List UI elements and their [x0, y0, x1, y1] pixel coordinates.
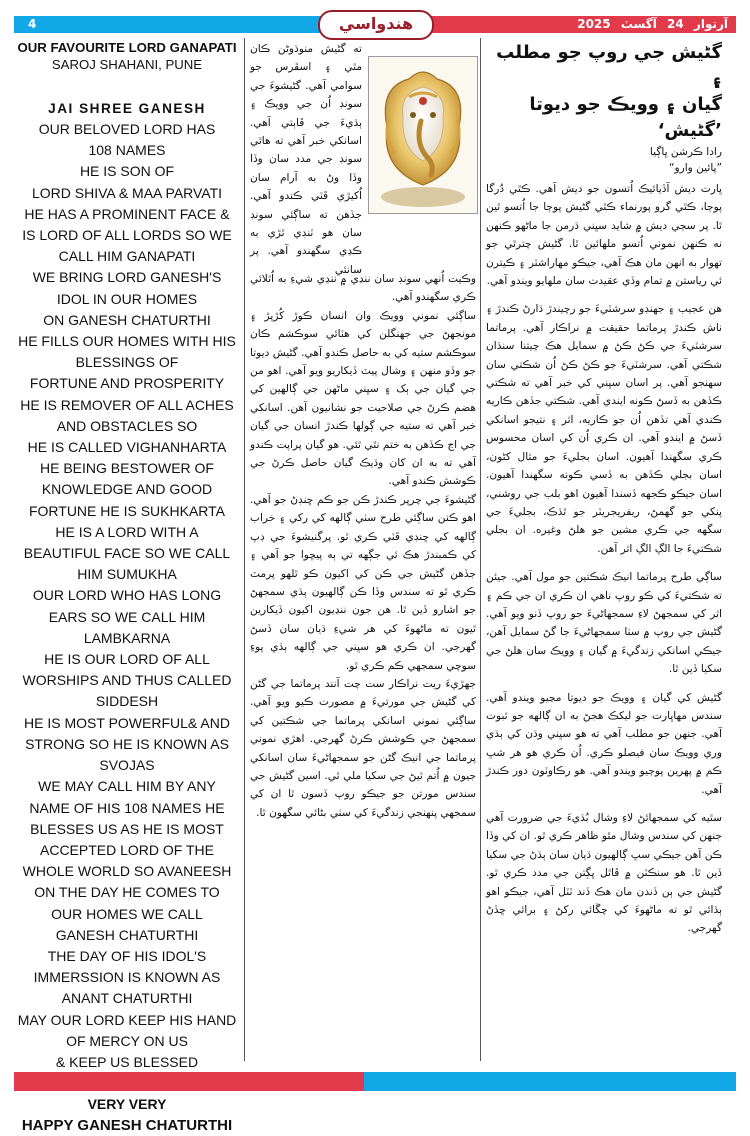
english-line: HE FILLS OUR HOMES WITH HIS [18, 333, 236, 350]
issue-day: آرتوار [693, 17, 728, 31]
english-line: & KEEP US BLESSED [55, 1053, 199, 1070]
english-line: LORD SHIVA & MAA PARVATI [31, 184, 223, 201]
english-line: WE MAY CALL HIM BY ANY [38, 778, 216, 795]
english-line: CALL HIM GANAPATI [58, 248, 196, 265]
english-line: AND OBSTACLES SO [56, 417, 198, 434]
english-article-heading: JAI SHREE GANESH [48, 101, 206, 116]
english-line: OUR BELOVED LORD HAS [38, 121, 216, 137]
ganesh-idol-icon [369, 57, 477, 213]
sindhi-middle-body [250, 270, 476, 822]
column-divider-1 [244, 38, 245, 1061]
sindhi-headline-line-1: گڻيش جي روپ جو مطلب ۽ [496, 42, 722, 89]
english-line: MAY OUR LORD KEEP HIS HAND [17, 1011, 237, 1028]
english-line: OUR HOMES WE CALL [51, 905, 203, 922]
english-line: THE DAY OF HIS IDOL'S [47, 947, 207, 964]
issue-date-day: 24 [667, 17, 684, 31]
english-line: STRONG SO HE IS KNOWN AS [25, 735, 229, 752]
english-line: HE IS MOST POWERFUL& AND [24, 714, 230, 731]
english-line: HE IS OUR LORD OF ALL [44, 651, 210, 668]
sindhi-paragraph: گڻيشوءَ جي چرپر ڪندڙ ڪن جو ڪم ڇنڊڻ جو آهي. اهو ڪنن ساڳئي طرح سٺي ڳالهه کي رکي ۽ خراب ڳالهه کي ڇنڊي ڦٽي ڪري ٿو. پرگنيشوءَ جي ڊپ کي ڪمبندڙ هڪ ئي جڳهه تي ٻه پيڇوا جو آهي ۽ جڏهن گڻيش جي ڪن کي اکيون ڪو ٿلهو پرمٽ ڪري ٿو ته سندس وڏا ڪن ڳالهيون ٻڌي سمجهڻ جو اشارو ڏين ٿا. هن جون ننڍيون اکيون ڏيکارين ٿيون ته ماڻهوءَ کي هر شيءِ ڌيان سان ڏسڻ گهرجي. ان ڪري هو سڀني جي ڳالهه ٻڌي پوءِ سوچي سمجهي ڪم ڪري ٿو. [250, 493, 476, 672]
sindhi-paragraph: ساڳي طرح پرماتما انيڪ شڪتين جو مول آهي. جيئن ته شڪتيءَ کي ڪو روپ ناهي ان ڪري ان جي ڪم ۽ اثر کي سمجهڻ لاءِ سمجهاڻيءَ جو روپ ڏنو ويو آهي. گڻيش جي روپ ۾ سٺا سمجهاڻيءَ جا گڻ سمايل آهن، جيڪي اسانکي زندگيءَ ۾ گيان ۽ وويڪ سان هلڻ جي سکيا ڏين ٿا. [486, 571, 722, 676]
sindhi-paragraph: وڪيت اُنهي سونڊ سان ننڍي ۾ ننڍي شيءِ به اُٿلائي ڪري سگهندو آهي. [250, 273, 476, 304]
english-line: ACCEPTED LORD OF THE [40, 841, 214, 858]
masthead-logo: هندواسي [318, 10, 434, 40]
english-line: SIDDESH [95, 693, 159, 710]
page-number: 4 [28, 17, 37, 31]
english-line: OF MERCY ON US [66, 1032, 188, 1049]
english-line: BEAUTIFUL FACE SO WE CALL [23, 545, 231, 562]
sindhi-headline-line-2: گيان ۽ وويڪ جو ديوتا ’گڻيش‘ [529, 94, 722, 141]
english-article-body [14, 119, 240, 1073]
english-line: HE BEING BESTOWER OF [40, 460, 214, 477]
english-line: OUR LORD WHO HAS LONG [32, 587, 222, 604]
sindhi-paragraph: ڀارت ديش آڏيائيڪ اُتسون جو ديش آهي. ڪٿي دُرگا پوڄا، ڪٿي گرو پورنماء ڪٿي گڻيش پوڄا جا اُتسو ٿين ٿا. پر سڄي ديش ۾ شايد سڀني ڌرمن جا ماڻهو ڪنهن نه ڪنهن نموني اُتسو ملهائين ٿا. گڻيش چترٿي جو تهوار به انهن مان هڪ آهي، جيڪو مهاراشٽر ۽ ڪيترن ئي رياستن ۾ تمام وڏي عقيدت سان ملهايو ويندو آهي. [486, 183, 722, 288]
english-article [14, 40, 240, 1136]
english-line: NAME OF HIS 108 NAMES HE [29, 799, 225, 816]
sindhi-paragraph: ساڳئي نموني وويڪ وان انسان ڪوڙ کُڙپڙ ۽ مونجهڻ جي جهنگلن کي هٽائي سوڪشم ڪان سوڪشم ستيه کي به حاصل ڪندو آهي. گڻيش ديوتا جو وڏو منهن ۽ وشال پيٽ ڏيکاريو ويو آهي. اهو من جي گيان جي ٻک ۽ سڀني ماڻهن جي ڳالهين کي هضم ڪرڻ جي صلاحيت جو نشانيون آهن. اسانکي خبر آهي ته ستيه جي ڳولها ڪندڙ انسان جي گيان جي اڃ ڪڏهن به ختم نٿي ٿئي. هو گيان پراپت ڪندو آهي ته به ان کان وڌيڪ گيان حاصل ڪرڻ جي ڪوشش ڪندو آهي. [250, 309, 476, 488]
sindhi-paragraph: گڻيش کي گيان ۽ وويڪ جو ديوتا مڃيو ويندو آهي. سندس مهاڀارت جو ليکڪ هجڻ به ان ڳالهه جو ثبوت آهي. جنهن جو مطلب آهي ته هو سڀني وڌن کي ٻڌي وري وويڪ سان فيصلو ڪري. اُن ڪري هو هر شڀ ڪم ۾ پهرين پوڄيو ويندو آهي. هو رڪاوٽون دور ڪندڙ آهي. [486, 691, 722, 796]
sindhi-author: رادا ڪرشن ڀاڳيا [649, 146, 722, 158]
english-line: HE IS REMOVER OF ALL ACHES [20, 396, 234, 413]
ganesh-idol-image [368, 56, 478, 214]
issue-date [571, 17, 728, 31]
sindhi-article-right-column [486, 40, 722, 948]
english-line: HE IS A LORD WITH A [55, 523, 199, 540]
english-line: SVOJAS [99, 757, 155, 774]
english-line: IMMERSSION IS KNOWN AS [33, 969, 221, 986]
english-line: BLESSES US AS HE IS MOST [30, 820, 224, 837]
sindhi-author-place: ”پائين وارو“ [668, 162, 722, 174]
english-line: WHOLE WORLD SO AVANEESH [22, 863, 232, 880]
english-article-author: SAROJ SHAHANI, PUNE [51, 57, 203, 72]
english-line: ON THE DAY HE COMES TO [34, 884, 220, 901]
english-line: HE IS SON OF [79, 163, 175, 180]
english-line: BLESSINGS OF [75, 354, 179, 371]
issue-year: 2025 [577, 17, 611, 31]
english-line: WE BRING LORD GANESH'S [32, 269, 222, 286]
footer-band-right [364, 1072, 736, 1091]
english-line: GANESH CHATURTHI [55, 926, 199, 943]
english-line: WORSHIPS AND THUS CALLED [22, 672, 232, 689]
sindhi-right-body [486, 180, 722, 938]
english-line: IDOL IN OUR HOMES [56, 290, 198, 307]
english-line: ON GANESH CHATURTHI [43, 311, 211, 328]
english-line: IS LORD OF ALL LORDS SO WE [22, 227, 232, 244]
english-line: ANANT CHATURTHI [61, 990, 193, 1007]
english-line: LAMBKARNA [83, 629, 171, 646]
english-line: EARS SO WE CALL HIM [48, 608, 206, 625]
sindhi-paragraph: سٿيه کي سمجهائڻ لاءِ وشال بُڌيءَ جي ضرورت آهي جنهن کي سندس وشال مٿو ظاهر ڪري ٿو. ان کي وڏا ڪن آهن جيڪي سڀ ڳالهيون ڌيان سان ٻڌڻ جي سکيا ڏين ٿا. هو سنڪٽن ۾ ڦاٿل ڀڳتن جي مدد ڪري ٿو. گڻيش جي ٻن ڏندن مان هڪ ڏند ٽٽل آهي، جيڪو اهو ٻڌائي ٿو ته ماڻهوءَ کي چڱائي رکڻ ۽ برائي ڇڏڻ گهرجي. [486, 812, 722, 935]
sindhi-paragraph: جهڙيءَ ريت نراڪار ست چت آنند پرماتما جي گڻن کي گڻيش جي مورتيءَ ۾ مصورت ڪيو ويو آهي. ساڳئي نموني اسانکي پرماتما جي شڪتين کي سمجهڻ جي ڪوشش ڪرڻ گهرجي. اهڙي نموني پرماتما جي انيڪ گڻن جو سمجهاڻيءَ سان اسانکي جيون ۾ اُتم ٿيڻ جي سکيا ملي ٿي. اسين گڻيش جي سندس مورتن جو جيڪو روپ ڏسون ٿا ان کي سمجهي پنهنجي زندگيءَ کي سٺي بڻائي سگهون ٿا. [250, 677, 476, 819]
english-line: FORTUNE HE IS SUKHKARTA [28, 502, 226, 519]
english-line: FORTUNE AND PROSPERITY [29, 375, 225, 392]
footer-band-left [14, 1072, 364, 1091]
issue-month: آگسٽ [620, 17, 657, 31]
english-line: HE HAS A PROMINENT FACE & [24, 205, 230, 222]
header-band-left [14, 16, 364, 33]
sindhi-paragraph: هن عجيب ۽ جهنڊو سرشٽيءَ جو رچيندڙ ڌارڻ ڪندڙ ۽ ناش ڪندڙ پرماتما حقيقت ۾ نراڪار آهي. پرماتما سرشٽيءَ جي ڪڻ ڪڻ ۾ سمايل هڪ چيتنا سنڌان شڪتي آهي. سرشٽيءَ جو ڪڻ ڪڻ اُن شڪتي سان سهنجو آهي. پر اسان سڀني کي خبر آهي ته شڪتي ڪڏهن به ڏسڻ ڪونه ايندي آهي. شڪتي جڏهن ڪاريه ڪندي آهي تڏهن اُن جو ڪاريه، اثر ۽ نتيجو اسانکي ڏسڻ ۾ ايندو آهي. ان ڪري اُن کي اسان محسوس ڪري سگهندا آهيون. اسان بجليءَ جو مثال کڻون، اسان بجلي ڪڏهن به ڏسي ڪونه سگهندا آهيون. اسان جيڪو ڪجهه ڏسندا آهيون اهو بلب جي روشني، پنکي جو گهمڻ، ريفريجريٽر جو ٿڌڪ، بجليءَ جي سگهه جي ڪري مشين جو هلڻ وغيره. ان بجلي شڪتيءَ جا الڳ الڳ اثر آهن. [486, 303, 722, 555]
english-line: HIM SUMUKHA [77, 566, 177, 583]
english-article-title: OUR FAVOURITE LORD GANAPATI [17, 40, 237, 55]
sindhi-middle-top-text: ته گڻيش منوڌوڻن ڪان مٿي ۽ اسڦرس جو سوامي آهي. گڻيشوءَ جي سونڊ اُن جي وويڪ ۽ ٻڌيءَ جي ڦاٻتي آهي. اسانکي خبر آهي ته هاٿي سونڊ جي مدد سان وڏا وڏا وڻ به آرام سان اُکيڙي ڦٽي ڪندو آهي. جڏهن ته ساڳئي سونڊ سان هو ٽنڊي ٿڙي به ڪڍي سگهندو آهي. پر سانئي [250, 43, 362, 276]
english-line: KNOWLEDGE AND GOOD [41, 481, 213, 498]
english-closing-line: HAPPY GANESH CHATURTHI [21, 1117, 233, 1135]
column-divider-2 [480, 38, 481, 1061]
english-closing-line: VERY VERY [87, 1096, 167, 1113]
english-line: HE IS CALLED VIGHANHARTA [27, 439, 227, 456]
english-line: 108 NAMES [88, 142, 166, 159]
